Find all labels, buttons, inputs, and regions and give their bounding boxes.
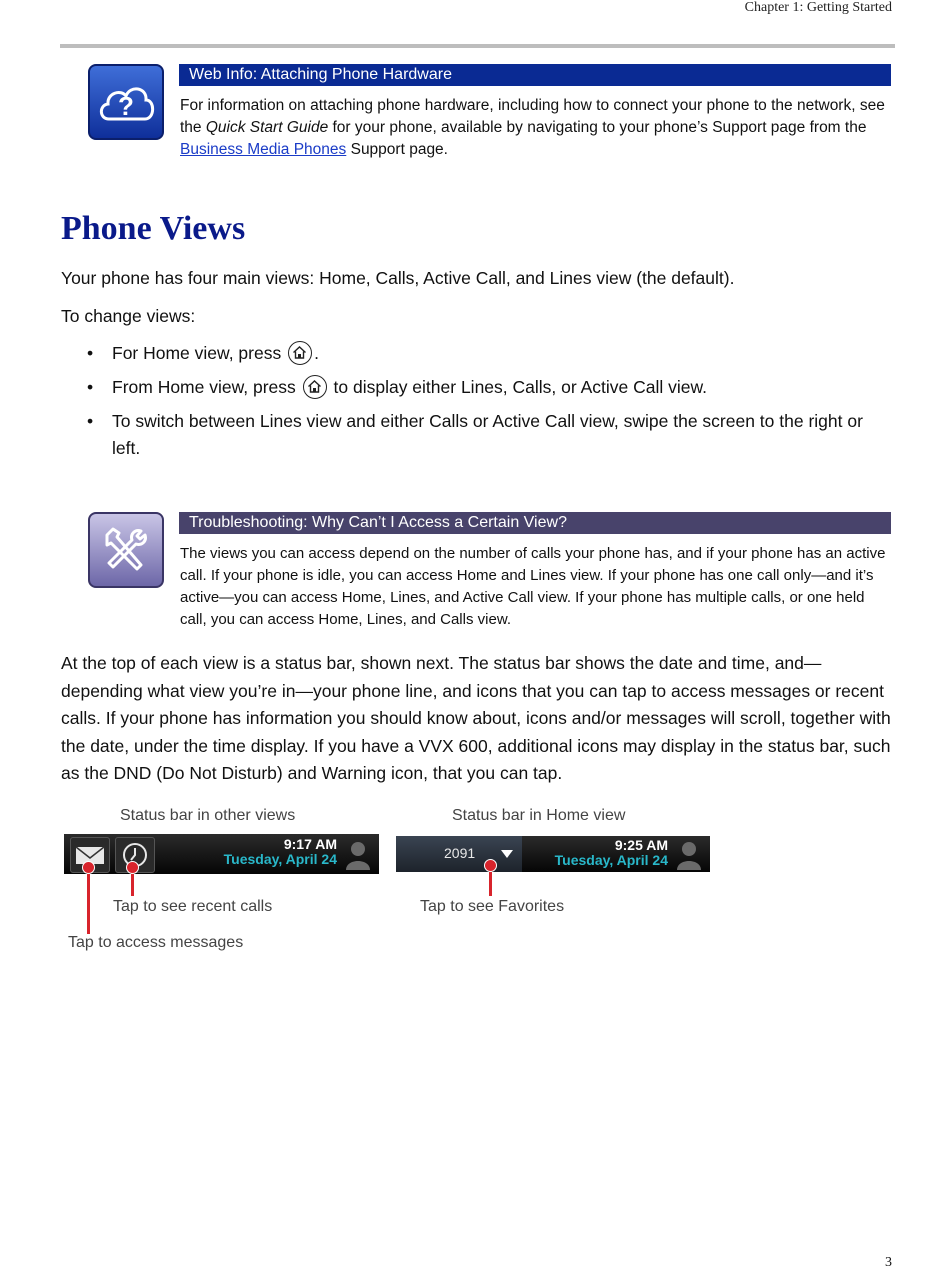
recent-calls-pointer-dot bbox=[126, 861, 139, 874]
list-item: • For Home view, press . bbox=[61, 340, 891, 367]
tools-icon bbox=[88, 512, 164, 588]
web-info-title: Web Info: Attaching Phone Hardware bbox=[179, 64, 891, 86]
status-bar-paragraph: At the top of each view is a status bar, shown next. The status bar shows the date and time, and—depending what view you’re in—your phone line, and icons that you can tap to access messages or recent calls. If your phone has information you should know about, icons and/or messages will scroll, together with the date, under the time display. If you have a VVX 600, additional icons may display in the status bar, such as the DND (Do Not Disturb) and Warning icon, that you can tap. bbox=[61, 653, 891, 783]
status-bar-other-views bbox=[64, 834, 379, 874]
home-key-icon bbox=[288, 341, 312, 365]
to-change-label: To change views: bbox=[61, 306, 196, 326]
status-date: Tuesday, April 24 bbox=[223, 851, 337, 867]
status-date: Tuesday, April 24 bbox=[554, 852, 668, 868]
page-number: 3 bbox=[885, 1255, 892, 1270]
messages-pointer-line bbox=[87, 866, 90, 934]
figure-caption-other-views: Status bar in other views bbox=[120, 807, 296, 824]
bullet-icon: • bbox=[87, 343, 94, 363]
line-selector[interactable] bbox=[396, 836, 522, 872]
favorites-pointer-dot bbox=[484, 859, 497, 872]
status-bar-home-view bbox=[396, 836, 710, 872]
callout-messages: Tap to access messages bbox=[68, 934, 244, 951]
cloud-question-icon bbox=[88, 64, 164, 140]
troubleshooting-body: The views you can access depend on the number of calls your phone has, and if your phone has an active call. If your phone is idle, you can access Home and Lines view. If your phone has one call only—and it’s active—you can access Home, Lines, and Active Call view. If your phone has multiple calls, or one held call, you can access Home, Lines, and Calls view. bbox=[180, 545, 886, 628]
web-info-body: For information on attaching phone hardware, including how to connect your phone to the network, see the Quick Start Guide for your phone, available by navigating to your phone’s Support page from the Business Media Phones Support page. bbox=[180, 97, 885, 158]
status-time: 9:25 AM bbox=[614, 837, 668, 853]
person-icon bbox=[345, 840, 371, 870]
line-number: 2091 bbox=[444, 845, 476, 861]
list-item: • From Home view, press to display either Lines, Calls, or Active Call view. bbox=[61, 374, 891, 401]
figure-caption-home-view: Status bar in Home view bbox=[452, 807, 626, 824]
list-item: • To switch between Lines view and either Calls or Active Call view, swipe the screen to the right or left. bbox=[61, 408, 891, 462]
bullet-icon: • bbox=[87, 377, 94, 397]
running-header: Chapter 1: Getting Started bbox=[744, 0, 892, 15]
messages-pointer-dot bbox=[82, 861, 95, 874]
chevron-down-icon bbox=[501, 850, 513, 858]
svg-text:?: ? bbox=[118, 91, 134, 121]
person-icon bbox=[676, 840, 702, 870]
bullet-icon: • bbox=[87, 411, 94, 431]
quick-start-guide-title: Quick Start Guide bbox=[205, 119, 329, 136]
section-title: Phone Views bbox=[61, 210, 246, 247]
troubleshooting-callout bbox=[88, 512, 893, 632]
callout-favorites: Tap to see Favorites bbox=[420, 898, 565, 915]
callout-recent-calls: Tap to see recent calls bbox=[113, 898, 273, 915]
troubleshooting-title: Troubleshooting: Why Can’t I Access a Certain View? bbox=[179, 512, 891, 534]
view-bullets bbox=[61, 340, 891, 469]
intro-paragraph: Your phone has four main views: Home, Calls, Active Call, and Lines view (the default). bbox=[61, 268, 735, 288]
business-media-phones-link[interactable]: Business Media Phones bbox=[180, 141, 347, 158]
home-key-icon bbox=[303, 375, 327, 399]
status-time: 9:17 AM bbox=[283, 836, 337, 852]
web-info-callout bbox=[88, 64, 893, 174]
header-rule bbox=[60, 44, 895, 48]
